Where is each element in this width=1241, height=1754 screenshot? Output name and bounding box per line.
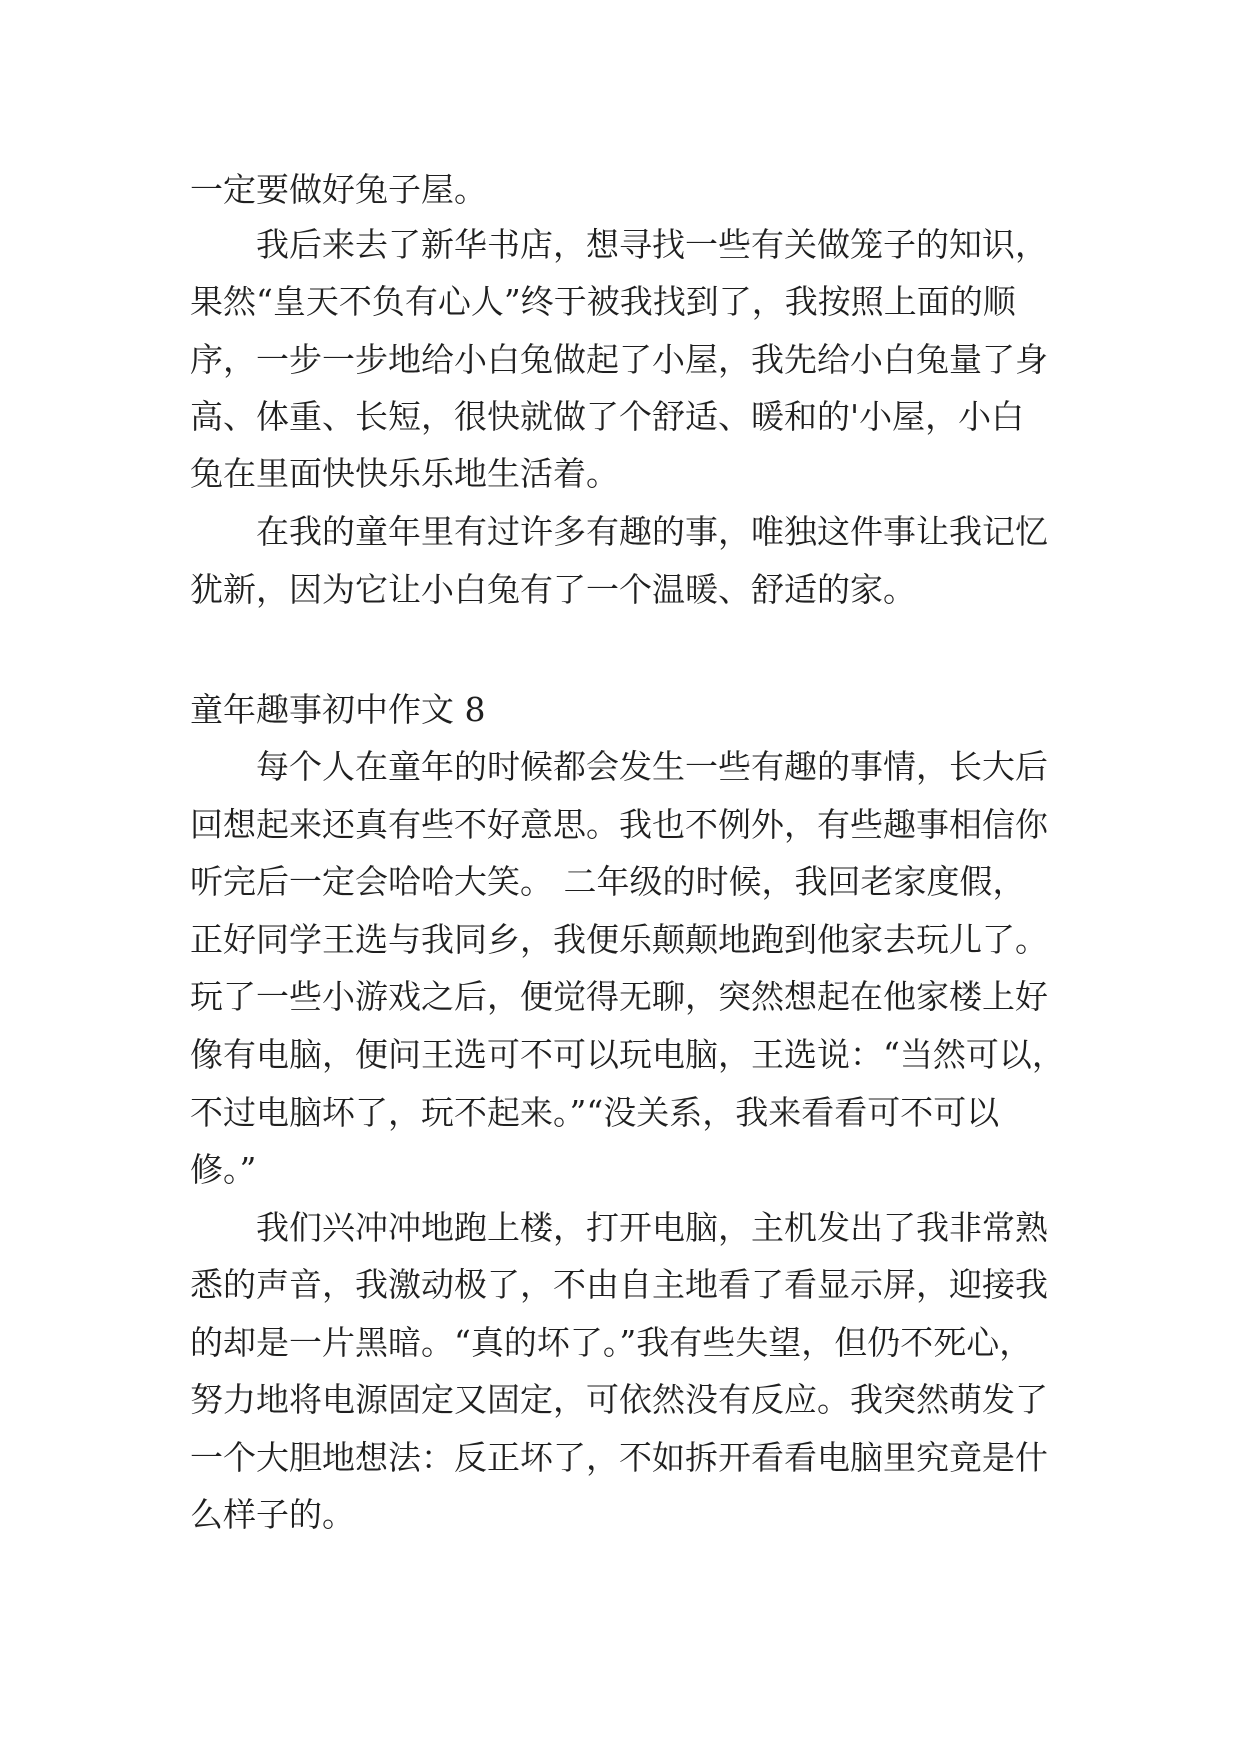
text-line: 一个大胆地想法：反正坏了，不如拆开看看电脑里究竟是什: [190, 1438, 1048, 1477]
text-line: 高、体重、长短，很快就做了个舒适、暖和的'小屋，小白: [190, 397, 1025, 436]
text-line: 努力地将电源固定又固定，可依然没有反应。我突然萌发了: [190, 1380, 1048, 1419]
text-line: 序，一步一步地给小白兔做起了小屋，我先给小白兔量了身: [190, 340, 1048, 379]
text-line: 不过电脑坏了，玩不起来。”“没关系，我来看看可不可以: [190, 1093, 1000, 1132]
section-title: 童年趣事初中作文 8: [190, 690, 486, 729]
text-line: 悉的声音，我激动极了，不由自主地看了看显示屏，迎接我: [190, 1265, 1048, 1304]
text-line: 正好同学王选与我同乡，我便乐颠颠地跑到他家去玩儿了。: [190, 920, 1048, 959]
text-line: 回想起来还真有些不好意思。我也不例外，有些趣事相信你: [190, 805, 1048, 844]
text-line: 玩了一些小游戏之后，便觉得无聊，突然想起在他家楼上好: [190, 977, 1048, 1016]
text-line: 听完后一定会哈哈大笑。 二年级的时候，我回老家度假，: [190, 862, 1026, 901]
text-line: 的却是一片黑暗。“真的坏了。”我有些失望，但仍不死心，: [190, 1323, 1033, 1362]
text-line: 果然“皇天不负有心人”终于被我找到了，我按照上面的顺: [190, 282, 1016, 321]
text-line: 我后来去了新华书店，想寻找一些有关做笼子的知识，: [256, 225, 1048, 264]
text-line: 么样子的。: [190, 1495, 355, 1534]
text-line: 兔在里面快快乐乐地生活着。: [190, 454, 619, 493]
text-line: 我们兴冲冲地跑上楼，打开电脑，主机发出了我非常熟: [256, 1208, 1048, 1247]
text-line: 一定要做好兔子屋。: [190, 170, 487, 209]
text-line: 每个人在童年的时候都会发生一些有趣的事情，长大后: [256, 747, 1048, 786]
text-line: 修。”: [190, 1150, 257, 1189]
text-line: 犹新，因为它让小白兔有了一个温暖、舒适的家。: [190, 570, 916, 609]
text-line: 在我的童年里有过许多有趣的事，唯独这件事让我记忆: [256, 512, 1048, 551]
text-line: 像有电脑，便问王选可不可以玩电脑，王选说：“当然可以，: [190, 1035, 1065, 1074]
